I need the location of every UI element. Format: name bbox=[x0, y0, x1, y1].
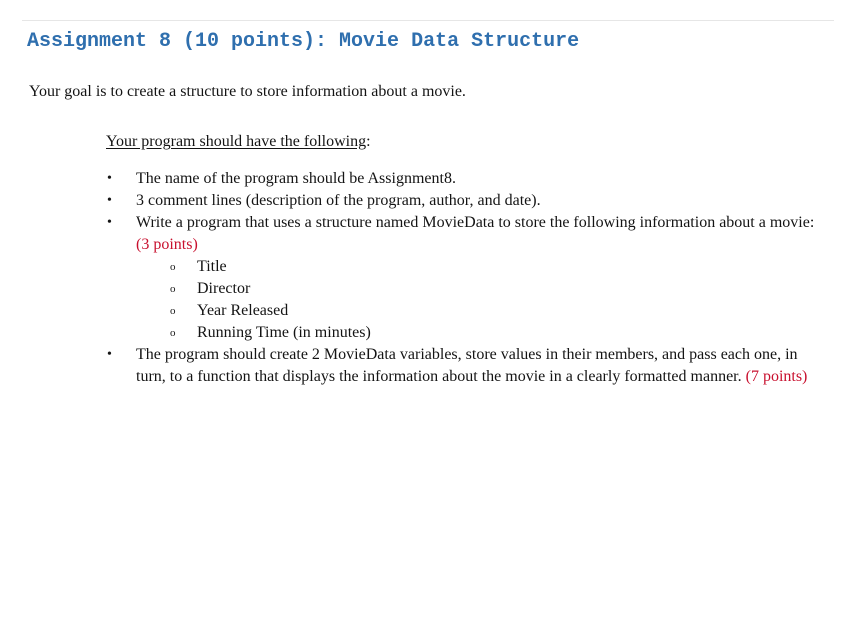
bullet-icon: • bbox=[107, 347, 112, 362]
movie-field-label: Year Released bbox=[197, 302, 289, 319]
requirement-text: The name of the program should be Assignment8. bbox=[136, 170, 456, 187]
requirements-heading bbox=[106, 131, 371, 153]
requirement-text: Write a program that uses a structure named MovieData to store the following information about a movie: bbox=[136, 214, 815, 231]
movie-field-label: Director bbox=[197, 280, 251, 297]
assignment-intro: Your goal is to create a structure to store information about a movie. bbox=[29, 83, 466, 100]
top-divider bbox=[22, 20, 834, 21]
points-label: (7 points) bbox=[745, 368, 808, 385]
movie-field-item bbox=[136, 256, 826, 278]
requirement-item bbox=[107, 190, 826, 212]
requirements-heading-colon: : bbox=[366, 133, 371, 150]
movie-field-item bbox=[136, 300, 826, 322]
circle-bullet-icon: o bbox=[170, 305, 176, 317]
movie-fields-list bbox=[136, 256, 826, 344]
bullet-icon: • bbox=[107, 171, 112, 186]
circle-bullet-icon: o bbox=[170, 283, 176, 295]
points-label: (3 points) bbox=[136, 236, 198, 253]
requirements-list bbox=[107, 168, 826, 388]
requirement-item bbox=[107, 168, 826, 190]
requirement-text: 3 comment lines (description of the program, author, and date). bbox=[136, 192, 541, 209]
requirements-heading-text: Your program should have the following bbox=[106, 133, 367, 150]
movie-field-label: Running Time (in minutes) bbox=[197, 324, 371, 341]
bullet-icon: • bbox=[107, 215, 112, 230]
requirement-item bbox=[107, 212, 826, 344]
movie-field-item bbox=[136, 322, 826, 344]
assignment-title: Assignment 8 (10 points): Movie Data Structure bbox=[27, 30, 580, 53]
requirement-item bbox=[107, 344, 826, 388]
movie-field-label: Title bbox=[197, 258, 227, 275]
bullet-icon: • bbox=[107, 193, 112, 208]
movie-field-item bbox=[136, 278, 826, 300]
circle-bullet-icon: o bbox=[170, 261, 176, 273]
requirement-text: The program should create 2 MovieData variables, store values in their members, and pass each one, in turn, to a function that displays the information about the movie in a clearly formatted manner. bbox=[136, 346, 798, 385]
circle-bullet-icon: o bbox=[170, 327, 176, 339]
